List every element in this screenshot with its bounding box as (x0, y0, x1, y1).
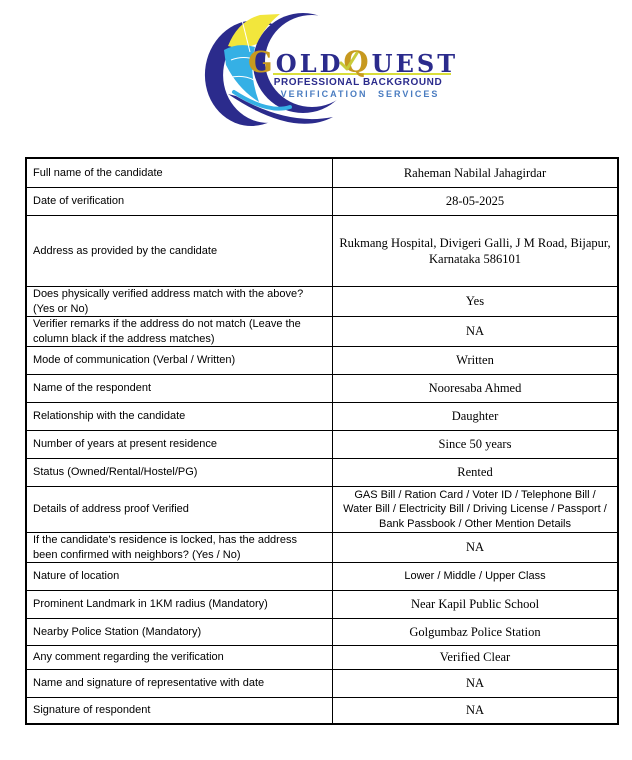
verification-table (25, 157, 619, 725)
table-row (27, 215, 617, 286)
field-value: NA (332, 698, 617, 723)
table-row (27, 618, 617, 645)
logo-tagline-1: PROFESSIONAL BACKGROUND (273, 77, 443, 88)
table-row (27, 374, 617, 402)
field-label: Details of address proof Verified (33, 503, 189, 516)
field-value: Yes (332, 287, 617, 316)
goldquest-logo (198, 8, 464, 136)
table-row (27, 346, 617, 374)
field-label: Date of verification (33, 195, 125, 208)
field-value: Rukmang Hospital, Divigeri Galli, J M Road, Bijapur, Karnataka 586101 (332, 216, 617, 286)
field-value: GAS Bill / Ration Card / Voter ID / Telephone Bill / Water Bill / Electricity Bill / Driving License / Passport / Bank Passbook / Other Mention Details (332, 487, 617, 532)
field-label: If the candidate’s residence is locked, has the address been confirmed with neighbors? (Yes / No) (33, 534, 297, 561)
field-value: NA (332, 317, 617, 346)
table-row (27, 486, 617, 532)
field-value: Since 50 years (332, 431, 617, 458)
field-label: Verifier remarks if the address do not match (Leave the column black if the address matches) (33, 318, 301, 345)
field-label: Signature of respondent (33, 704, 151, 717)
field-label: Name of the respondent (33, 382, 152, 395)
table-row (27, 458, 617, 486)
logo-letters-old: OLD (275, 49, 344, 78)
goldquest-logo-art (198, 8, 464, 136)
table-row (27, 286, 617, 316)
table-row (27, 430, 617, 458)
table-row (27, 645, 617, 669)
field-label: Nearby Police Station (Mandatory) (33, 625, 202, 638)
table-row (27, 697, 617, 723)
field-value: NA (332, 670, 617, 697)
field-label: Name and signature of representative with date (33, 677, 265, 690)
field-value: 28-05-2025 (332, 188, 617, 215)
table-row (27, 159, 617, 187)
logo-tagline-2: VERIFICATION SERVICES (280, 89, 440, 99)
field-label: Any comment regarding the verification (33, 651, 224, 664)
field-label: Relationship with the candidate (33, 410, 186, 423)
field-label: Nature of location (33, 570, 120, 583)
table-row (27, 402, 617, 430)
field-value: Golgumbaz Police Station (332, 619, 617, 645)
table-row (27, 562, 617, 590)
field-value: Verified Clear (332, 646, 617, 669)
field-value: Written (332, 347, 617, 374)
logo-letters-uest: UEST (371, 49, 459, 78)
logo-letter-g: G (248, 45, 276, 79)
field-value: NA (332, 533, 617, 562)
field-value: Raheman Nabilal Jahagirdar (332, 159, 617, 187)
field-label: Address as provided by the candidate (33, 244, 218, 257)
field-value: Daughter (332, 403, 617, 430)
field-label: Number of years at present residence (33, 438, 218, 451)
field-value: Lower / Middle / Upper Class (332, 563, 617, 590)
table-row (27, 316, 617, 346)
table-row (27, 187, 617, 215)
field-label: Mode of communication (Verbal / Written) (33, 354, 236, 367)
table-row (27, 590, 617, 618)
field-label: Does physically verified address match with the above? (Yes or No) (33, 288, 304, 315)
field-label: Full name of the candidate (33, 166, 163, 179)
field-value: Rented (332, 459, 617, 486)
field-value: Nooresaba Ahmed (332, 375, 617, 402)
table-row (27, 532, 617, 562)
table-row (27, 669, 617, 697)
field-label: Prominent Landmark in 1KM radius (Mandatory) (33, 598, 268, 611)
field-value: Near Kapil Public School (332, 591, 617, 618)
logo-letter-q: Q (343, 45, 372, 79)
field-label: Status (Owned/Rental/Hostel/PG) (33, 466, 198, 479)
